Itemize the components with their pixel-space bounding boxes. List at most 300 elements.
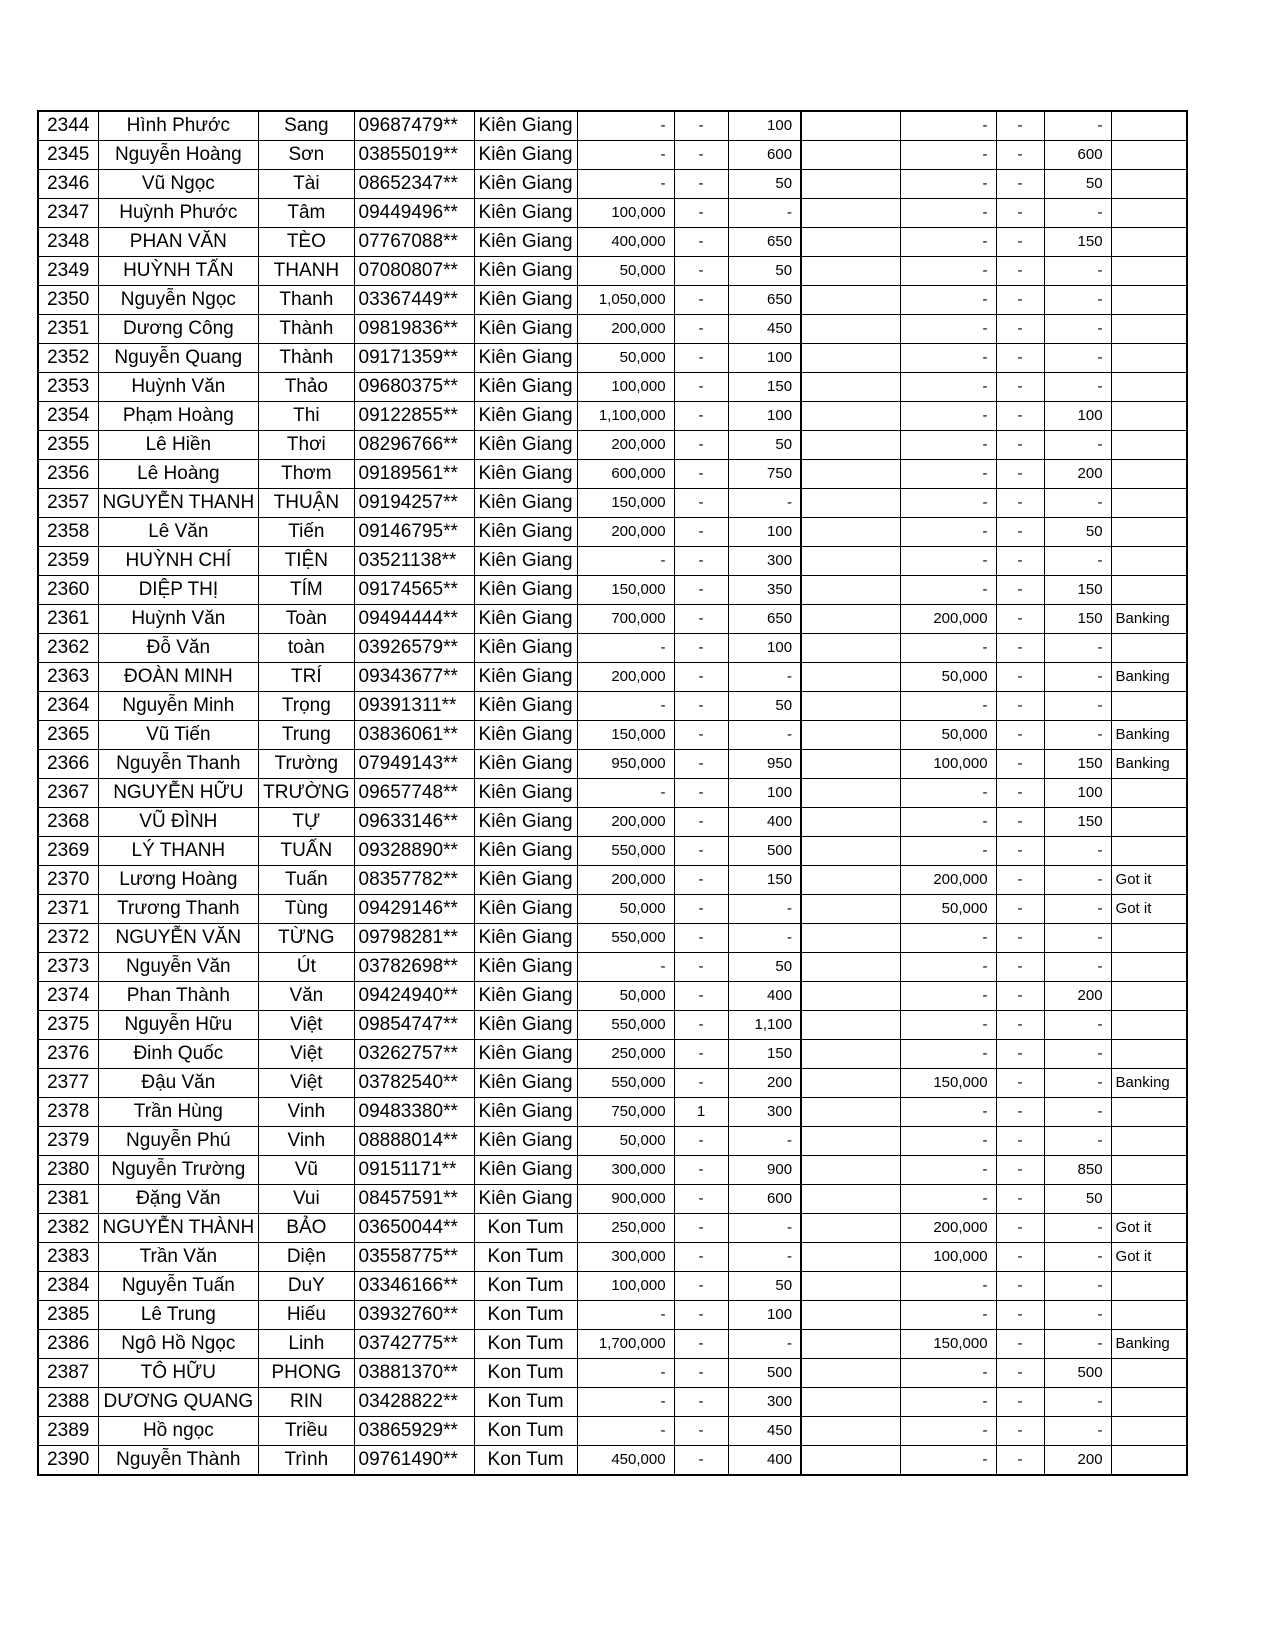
cell-amount-2: - — [900, 924, 996, 953]
cell-count: - — [674, 895, 728, 924]
cell-family-name: Đặng Văn — [98, 1185, 259, 1214]
cell-phone: 09680375** — [354, 373, 474, 402]
cell-row-number: 2374 — [38, 982, 98, 1011]
table-row — [38, 1156, 1187, 1185]
table-row — [38, 141, 1187, 170]
cell-blank — [801, 1446, 900, 1476]
cell-family-name: Nguyễn Minh — [98, 692, 259, 721]
cell-amount-2: - — [900, 141, 996, 170]
cell-amount: 200,000 — [577, 315, 674, 344]
table-row — [38, 1417, 1187, 1446]
cell-family-name: LÝ THANH — [98, 837, 259, 866]
cell-amount: 250,000 — [577, 1040, 674, 1069]
cell-amount-2: - — [900, 1011, 996, 1040]
cell-count-2: - — [996, 170, 1044, 199]
table-row — [38, 1272, 1187, 1301]
cell-given-name: Trường — [259, 750, 354, 779]
cell-phone: 03742775** — [354, 1330, 474, 1359]
cell-province: Kon Tum — [474, 1417, 577, 1446]
table-row — [38, 344, 1187, 373]
cell-count-2: - — [996, 1417, 1044, 1446]
cell-given-name: Trung — [259, 721, 354, 750]
cell-amount-2: - — [900, 1185, 996, 1214]
cell-family-name: Nguyễn Hữu — [98, 1011, 259, 1040]
cell-note — [1111, 1185, 1187, 1214]
cell-family-name: Nguyễn Trường — [98, 1156, 259, 1185]
cell-note — [1111, 1446, 1187, 1476]
cell-note: Got it — [1111, 1214, 1187, 1243]
cell-given-name: Trọng — [259, 692, 354, 721]
cell-phone: 03782698** — [354, 953, 474, 982]
cell-count: - — [674, 1243, 728, 1272]
cell-points: 900 — [728, 1156, 801, 1185]
cell-given-name: TRƯỜNG — [259, 779, 354, 808]
cell-province: Kiên Giang — [474, 315, 577, 344]
cell-amount: 200,000 — [577, 808, 674, 837]
cell-note — [1111, 576, 1187, 605]
cell-given-name: Thi — [259, 402, 354, 431]
cell-row-number: 2390 — [38, 1446, 98, 1476]
cell-amount-2: - — [900, 344, 996, 373]
cell-points: 150 — [728, 866, 801, 895]
cell-count: - — [674, 750, 728, 779]
cell-amount-2: - — [900, 634, 996, 663]
cell-phone: 09687479** — [354, 111, 474, 141]
cell-amount: 950,000 — [577, 750, 674, 779]
cell-family-name: Phan Thành — [98, 982, 259, 1011]
cell-count-2: - — [996, 489, 1044, 518]
cell-blank — [801, 721, 900, 750]
table-row — [38, 373, 1187, 402]
cell-amount: - — [577, 1417, 674, 1446]
cell-province: Kiên Giang — [474, 895, 577, 924]
cell-points-2: - — [1044, 953, 1111, 982]
cell-row-number: 2386 — [38, 1330, 98, 1359]
cell-family-name: Nguyễn Văn — [98, 953, 259, 982]
cell-points-2: - — [1044, 1040, 1111, 1069]
cell-amount: 150,000 — [577, 721, 674, 750]
cell-count: - — [674, 779, 728, 808]
table-row — [38, 924, 1187, 953]
cell-row-number: 2353 — [38, 373, 98, 402]
cell-points: 50 — [728, 257, 801, 286]
cell-family-name: DƯƠNG QUANG — [98, 1388, 259, 1417]
table-row — [38, 866, 1187, 895]
cell-points: 100 — [728, 1301, 801, 1330]
cell-points-2: - — [1044, 1127, 1111, 1156]
cell-note — [1111, 1011, 1187, 1040]
cell-province: Kiên Giang — [474, 1185, 577, 1214]
cell-count-2: - — [996, 808, 1044, 837]
cell-amount: 600,000 — [577, 460, 674, 489]
cell-note — [1111, 460, 1187, 489]
cell-count: - — [674, 547, 728, 576]
cell-amount-2: - — [900, 286, 996, 315]
cell-row-number: 2369 — [38, 837, 98, 866]
cell-amount: 1,700,000 — [577, 1330, 674, 1359]
cell-province: Kiên Giang — [474, 547, 577, 576]
cell-province: Kiên Giang — [474, 1040, 577, 1069]
cell-count: - — [674, 1446, 728, 1476]
cell-phone: 09328890** — [354, 837, 474, 866]
cell-points-2: 100 — [1044, 779, 1111, 808]
cell-points-2: - — [1044, 1011, 1111, 1040]
cell-note — [1111, 634, 1187, 663]
cell-phone: 03558775** — [354, 1243, 474, 1272]
cell-amount: 700,000 — [577, 605, 674, 634]
cell-family-name: Nguyễn Thanh — [98, 750, 259, 779]
cell-amount-2: - — [900, 1156, 996, 1185]
cell-row-number: 2376 — [38, 1040, 98, 1069]
table-row — [38, 1098, 1187, 1127]
cell-points: 300 — [728, 1388, 801, 1417]
cell-amount: - — [577, 547, 674, 576]
cell-count-2: - — [996, 460, 1044, 489]
cell-given-name: Toàn — [259, 605, 354, 634]
cell-row-number: 2344 — [38, 111, 98, 141]
cell-phone: 09146795** — [354, 518, 474, 547]
cell-family-name: Ngô Hồ Ngọc — [98, 1330, 259, 1359]
cell-amount: 150,000 — [577, 576, 674, 605]
cell-points: - — [728, 721, 801, 750]
cell-phone: 03932760** — [354, 1301, 474, 1330]
table-row — [38, 721, 1187, 750]
cell-amount-2: 100,000 — [900, 750, 996, 779]
cell-amount-2: - — [900, 257, 996, 286]
cell-count: - — [674, 460, 728, 489]
cell-count-2: - — [996, 1243, 1044, 1272]
cell-points: 100 — [728, 518, 801, 547]
cell-phone: 07949143** — [354, 750, 474, 779]
cell-row-number: 2364 — [38, 692, 98, 721]
cell-given-name: Tùng — [259, 895, 354, 924]
cell-amount-2: - — [900, 1127, 996, 1156]
cell-points: 750 — [728, 460, 801, 489]
table-row — [38, 111, 1187, 141]
cell-points-2: - — [1044, 837, 1111, 866]
cell-row-number: 2346 — [38, 170, 98, 199]
cell-amount-2: 150,000 — [900, 1069, 996, 1098]
cell-province: Kiên Giang — [474, 634, 577, 663]
cell-amount-2: - — [900, 1040, 996, 1069]
cell-amount-2: - — [900, 1098, 996, 1127]
table-row — [38, 1040, 1187, 1069]
cell-province: Kiên Giang — [474, 460, 577, 489]
cell-amount: 100,000 — [577, 1272, 674, 1301]
cell-points-2: 150 — [1044, 750, 1111, 779]
table-row — [38, 1214, 1187, 1243]
cell-count-2: - — [996, 750, 1044, 779]
cell-amount-2: 200,000 — [900, 605, 996, 634]
cell-amount: - — [577, 1359, 674, 1388]
cell-row-number: 2379 — [38, 1127, 98, 1156]
cell-blank — [801, 170, 900, 199]
cell-phone: 09761490** — [354, 1446, 474, 1476]
cell-points: 300 — [728, 547, 801, 576]
table-row — [38, 663, 1187, 692]
cell-points: - — [728, 199, 801, 228]
cell-family-name: Lê Trung — [98, 1301, 259, 1330]
cell-count: - — [674, 1417, 728, 1446]
cell-given-name: Vui — [259, 1185, 354, 1214]
cell-amount-2: - — [900, 1417, 996, 1446]
cell-province: Kiên Giang — [474, 1127, 577, 1156]
cell-points: 650 — [728, 605, 801, 634]
cell-blank — [801, 547, 900, 576]
cell-province: Kiên Giang — [474, 605, 577, 634]
table-row — [38, 199, 1187, 228]
cell-points: 100 — [728, 402, 801, 431]
cell-amount: 550,000 — [577, 1011, 674, 1040]
cell-province: Kiên Giang — [474, 170, 577, 199]
cell-count: - — [674, 953, 728, 982]
cell-amount-2: 100,000 — [900, 1243, 996, 1272]
cell-note — [1111, 518, 1187, 547]
cell-amount-2: - — [900, 315, 996, 344]
cell-points: - — [728, 1214, 801, 1243]
cell-given-name: THUẬN — [259, 489, 354, 518]
cell-points-2: 150 — [1044, 808, 1111, 837]
cell-amount: - — [577, 170, 674, 199]
cell-count-2: - — [996, 1214, 1044, 1243]
cell-phone: 09657748** — [354, 779, 474, 808]
cell-note — [1111, 1388, 1187, 1417]
cell-given-name: toàn — [259, 634, 354, 663]
cell-points-2: - — [1044, 1098, 1111, 1127]
cell-given-name: Việt — [259, 1011, 354, 1040]
cell-province: Kiên Giang — [474, 750, 577, 779]
cell-count-2: - — [996, 141, 1044, 170]
cell-family-name: TÔ HỮU — [98, 1359, 259, 1388]
cell-province: Kon Tum — [474, 1214, 577, 1243]
cell-row-number: 2375 — [38, 1011, 98, 1040]
cell-points-2: - — [1044, 1330, 1111, 1359]
cell-points-2: - — [1044, 257, 1111, 286]
cell-amount: - — [577, 634, 674, 663]
table-row — [38, 402, 1187, 431]
cell-amount-2: - — [900, 373, 996, 402]
cell-row-number: 2380 — [38, 1156, 98, 1185]
cell-amount: 100,000 — [577, 373, 674, 402]
cell-family-name: NGUYỄN HỮU — [98, 779, 259, 808]
cell-count-2: - — [996, 315, 1044, 344]
cell-blank — [801, 1359, 900, 1388]
cell-phone: 03346166** — [354, 1272, 474, 1301]
cell-amount: 50,000 — [577, 982, 674, 1011]
cell-amount-2: - — [900, 953, 996, 982]
cell-row-number: 2382 — [38, 1214, 98, 1243]
cell-row-number: 2356 — [38, 460, 98, 489]
cell-row-number: 2389 — [38, 1417, 98, 1446]
cell-phone: 03650044** — [354, 1214, 474, 1243]
cell-province: Kiên Giang — [474, 721, 577, 750]
cell-count-2: - — [996, 605, 1044, 634]
cell-province: Kiên Giang — [474, 373, 577, 402]
cell-phone: 09429146** — [354, 895, 474, 924]
cell-family-name: HUỲNH TẤN — [98, 257, 259, 286]
cell-family-name: Huỳnh Văn — [98, 373, 259, 402]
cell-points-2: 850 — [1044, 1156, 1111, 1185]
cell-count-2: - — [996, 402, 1044, 431]
cell-row-number: 2355 — [38, 431, 98, 460]
cell-row-number: 2373 — [38, 953, 98, 982]
table-row — [38, 1359, 1187, 1388]
cell-blank — [801, 634, 900, 663]
cell-blank — [801, 692, 900, 721]
cell-count: - — [674, 1069, 728, 1098]
cell-blank — [801, 1098, 900, 1127]
cell-count: - — [674, 808, 728, 837]
cell-given-name: Vinh — [259, 1098, 354, 1127]
cell-note — [1111, 228, 1187, 257]
cell-amount: - — [577, 141, 674, 170]
cell-province: Kiên Giang — [474, 1156, 577, 1185]
cell-family-name: Vũ Ngọc — [98, 170, 259, 199]
cell-amount: 200,000 — [577, 866, 674, 895]
cell-row-number: 2381 — [38, 1185, 98, 1214]
cell-count: - — [674, 199, 728, 228]
cell-points: - — [728, 489, 801, 518]
cell-phone: 09174565** — [354, 576, 474, 605]
cell-family-name: Lê Hiền — [98, 431, 259, 460]
cell-province: Kon Tum — [474, 1272, 577, 1301]
cell-given-name: Thành — [259, 344, 354, 373]
cell-province: Kiên Giang — [474, 692, 577, 721]
cell-blank — [801, 1417, 900, 1446]
cell-amount: 250,000 — [577, 1214, 674, 1243]
cell-points: - — [728, 1127, 801, 1156]
cell-row-number: 2388 — [38, 1388, 98, 1417]
cell-note — [1111, 344, 1187, 373]
cell-blank — [801, 1214, 900, 1243]
cell-note — [1111, 199, 1187, 228]
cell-blank — [801, 315, 900, 344]
cell-family-name: NGUYỄN THÀNH — [98, 1214, 259, 1243]
cell-given-name: Hiếu — [259, 1301, 354, 1330]
cell-count-2: - — [996, 257, 1044, 286]
cell-count-2: - — [996, 924, 1044, 953]
cell-given-name: TỰ — [259, 808, 354, 837]
cell-amount: 900,000 — [577, 1185, 674, 1214]
cell-row-number: 2363 — [38, 663, 98, 692]
cell-given-name: Tiến — [259, 518, 354, 547]
cell-note: Got it — [1111, 895, 1187, 924]
cell-row-number: 2360 — [38, 576, 98, 605]
cell-points: 100 — [728, 779, 801, 808]
cell-note — [1111, 982, 1187, 1011]
cell-count-2: - — [996, 634, 1044, 663]
cell-given-name: TÈO — [259, 228, 354, 257]
table-row — [38, 315, 1187, 344]
cell-blank — [801, 1069, 900, 1098]
cell-given-name: THANH — [259, 257, 354, 286]
cell-points-2: 50 — [1044, 170, 1111, 199]
cell-count-2: - — [996, 1040, 1044, 1069]
cell-row-number: 2357 — [38, 489, 98, 518]
cell-province: Kon Tum — [474, 1446, 577, 1476]
cell-family-name: Đinh Quốc — [98, 1040, 259, 1069]
cell-note — [1111, 170, 1187, 199]
cell-family-name: Đỗ Văn — [98, 634, 259, 663]
cell-count: - — [674, 489, 728, 518]
table-row — [38, 750, 1187, 779]
cell-given-name: Thảo — [259, 373, 354, 402]
cell-count-2: - — [996, 199, 1044, 228]
cell-count-2: - — [996, 953, 1044, 982]
cell-amount-2: - — [900, 576, 996, 605]
cell-row-number: 2345 — [38, 141, 98, 170]
cell-amount: - — [577, 1301, 674, 1330]
cell-points: - — [728, 1243, 801, 1272]
cell-points: 50 — [728, 953, 801, 982]
cell-amount: 550,000 — [577, 1069, 674, 1098]
cell-given-name: Văn — [259, 982, 354, 1011]
cell-given-name: Út — [259, 953, 354, 982]
cell-family-name: Lê Hoàng — [98, 460, 259, 489]
table-row — [38, 547, 1187, 576]
cell-amount: - — [577, 111, 674, 141]
table-row — [38, 228, 1187, 257]
cell-note — [1111, 808, 1187, 837]
cell-amount: 300,000 — [577, 1243, 674, 1272]
table-row — [38, 779, 1187, 808]
cell-row-number: 2367 — [38, 779, 98, 808]
cell-amount-2: - — [900, 1301, 996, 1330]
cell-given-name: Trình — [259, 1446, 354, 1476]
cell-count: - — [674, 286, 728, 315]
cell-count: - — [674, 1330, 728, 1359]
cell-note: Banking — [1111, 721, 1187, 750]
cell-points: 400 — [728, 1446, 801, 1476]
table-row — [38, 257, 1187, 286]
cell-family-name: Lương Hoàng — [98, 866, 259, 895]
cell-given-name: DuY — [259, 1272, 354, 1301]
cell-phone: 03836061** — [354, 721, 474, 750]
cell-points: - — [728, 895, 801, 924]
cell-points: 450 — [728, 315, 801, 344]
cell-row-number: 2370 — [38, 866, 98, 895]
cell-phone: 07767088** — [354, 228, 474, 257]
cell-blank — [801, 663, 900, 692]
cell-given-name: Diện — [259, 1243, 354, 1272]
cell-province: Kiên Giang — [474, 199, 577, 228]
cell-count: - — [674, 402, 728, 431]
cell-row-number: 2349 — [38, 257, 98, 286]
cell-note — [1111, 315, 1187, 344]
cell-province: Kon Tum — [474, 1330, 577, 1359]
cell-family-name: Trương Thanh — [98, 895, 259, 924]
table-row — [38, 634, 1187, 663]
cell-points-2: 50 — [1044, 518, 1111, 547]
cell-points-2: - — [1044, 111, 1111, 141]
cell-row-number: 2387 — [38, 1359, 98, 1388]
cell-count-2: - — [996, 779, 1044, 808]
cell-points: 650 — [728, 286, 801, 315]
cell-amount: 550,000 — [577, 924, 674, 953]
cell-row-number: 2368 — [38, 808, 98, 837]
cell-count-2: - — [996, 547, 1044, 576]
cell-given-name: Việt — [259, 1069, 354, 1098]
cell-count: - — [674, 721, 728, 750]
cell-amount: 550,000 — [577, 837, 674, 866]
cell-points-2: - — [1044, 1069, 1111, 1098]
cell-points: 500 — [728, 1359, 801, 1388]
cell-row-number: 2361 — [38, 605, 98, 634]
cell-blank — [801, 1156, 900, 1185]
cell-province: Kon Tum — [474, 1243, 577, 1272]
table-row — [38, 1388, 1187, 1417]
cell-family-name: Hình Phước — [98, 111, 259, 141]
